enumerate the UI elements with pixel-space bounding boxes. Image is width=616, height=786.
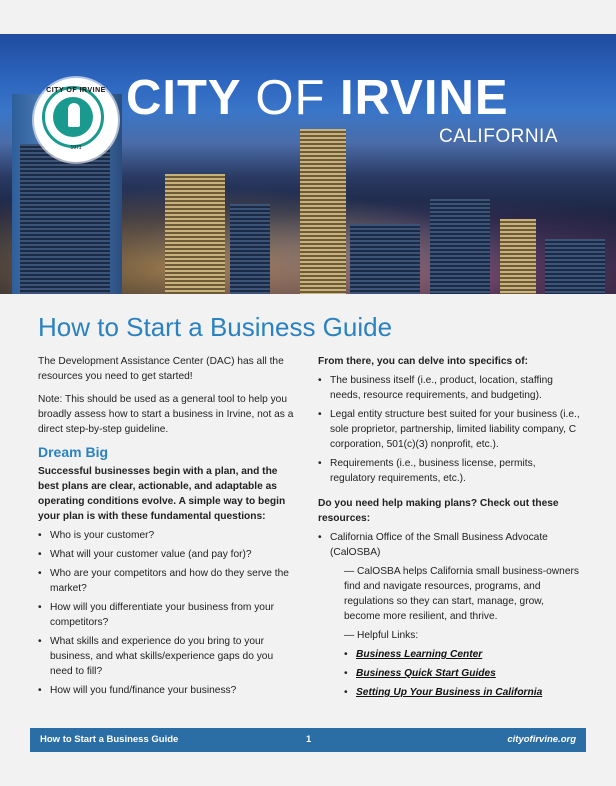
list-item: • The business itself (i.e., product, location, staffing needs, resource requirements, and budgeting). [318, 373, 580, 403]
skyline-building [300, 129, 346, 294]
skyline-building [230, 204, 270, 294]
helpful-links-list [318, 647, 580, 700]
section-heading-dream-big: Dream Big [38, 444, 109, 460]
skyline-building [430, 199, 490, 294]
list-item: • Requirements (i.e., business license, permits, regulatory requirements, etc.). [318, 456, 580, 486]
seal-text: CITY OF IRVINE [46, 87, 106, 94]
seal-year: 1971 [70, 145, 82, 151]
list-item: • How will you fund/finance your business? [38, 683, 296, 698]
link-setting-up-business-california[interactable]: Setting Up Your Business in California [356, 687, 543, 698]
city-wordmark [126, 70, 509, 126]
link-business-learning-center[interactable]: Business Learning Center [356, 649, 483, 660]
specifics-list [318, 373, 580, 486]
list-item [344, 666, 580, 681]
intro-paragraph: The Development Assistance Center (DAC) has all the resources you need to get started! [38, 356, 284, 382]
page-title: How to Start a Business Guide [38, 312, 393, 342]
skyline-building [350, 224, 420, 294]
footer-title: How to Start a Business Guide [40, 734, 179, 745]
resources-list [318, 530, 580, 560]
wordmark-irvine: IRVINE [340, 71, 509, 125]
questions-list [38, 528, 296, 698]
list-item [344, 685, 580, 700]
list-item: • California Office of the Small Business Advocate (CalOSBA) [318, 530, 580, 560]
state-label: CALIFORNIA [438, 126, 558, 147]
left-column [38, 354, 296, 702]
list-item: • Legal entity structure best suited for your business (i.e., sole proprietor, partnership, limited liability company, C corporation, 501(c)(3) nonprofit, etc.). [318, 407, 580, 452]
list-item: • How will you differentiate your business from your competitors? [38, 600, 296, 630]
help-heading: Do you need help making plans? Check out these resources: [318, 498, 559, 524]
link-business-quick-start-guides[interactable]: Business Quick Start Guides [356, 668, 496, 679]
list-item: • What skills and experience do you bring to your business, and what skills/experience gaps do you need to fill? [38, 634, 296, 679]
tree-icon [68, 103, 80, 127]
page-number: 1 [306, 734, 312, 745]
city-seal-logo [34, 78, 118, 162]
skyline-building [20, 144, 110, 294]
resource-description: — CalOSBA helps California small business-owners find and navigate resources, programs, and regulations so they can start, manage, grow, become more resilient, and thrive. [344, 566, 579, 622]
skyline-building [500, 219, 536, 294]
wordmark-city: CITY [126, 71, 241, 125]
wordmark-of: OF [255, 71, 326, 125]
list-item [344, 647, 580, 662]
note-paragraph: Note: This should be used as a general tool to help you broadly assess how to start a business in Irvine, not as a direct step-by-step guideline. [38, 394, 294, 435]
skyline-building [545, 239, 605, 294]
footer-website: cityofirvine.org [507, 734, 576, 745]
list-item: • Who are your competitors and how do they serve the market? [38, 566, 296, 596]
dream-big-lead: Successful businesses begin with a plan, and the best plans are clear, actionable, and adaptable as operating conditions evolve. A simple way to begin your plan is with these fundamental questions: [38, 466, 286, 522]
helpful-links-label: — Helpful Links: [344, 630, 419, 641]
list-item: • What will your customer value (and pay for)? [38, 547, 296, 562]
hero-banner [0, 34, 616, 294]
list-item: • Who is your customer? [38, 528, 296, 543]
skyline-building [165, 174, 225, 294]
specifics-heading: From there, you can delve into specifics of: [318, 356, 529, 367]
page-footer [30, 728, 586, 752]
right-column [318, 354, 580, 704]
